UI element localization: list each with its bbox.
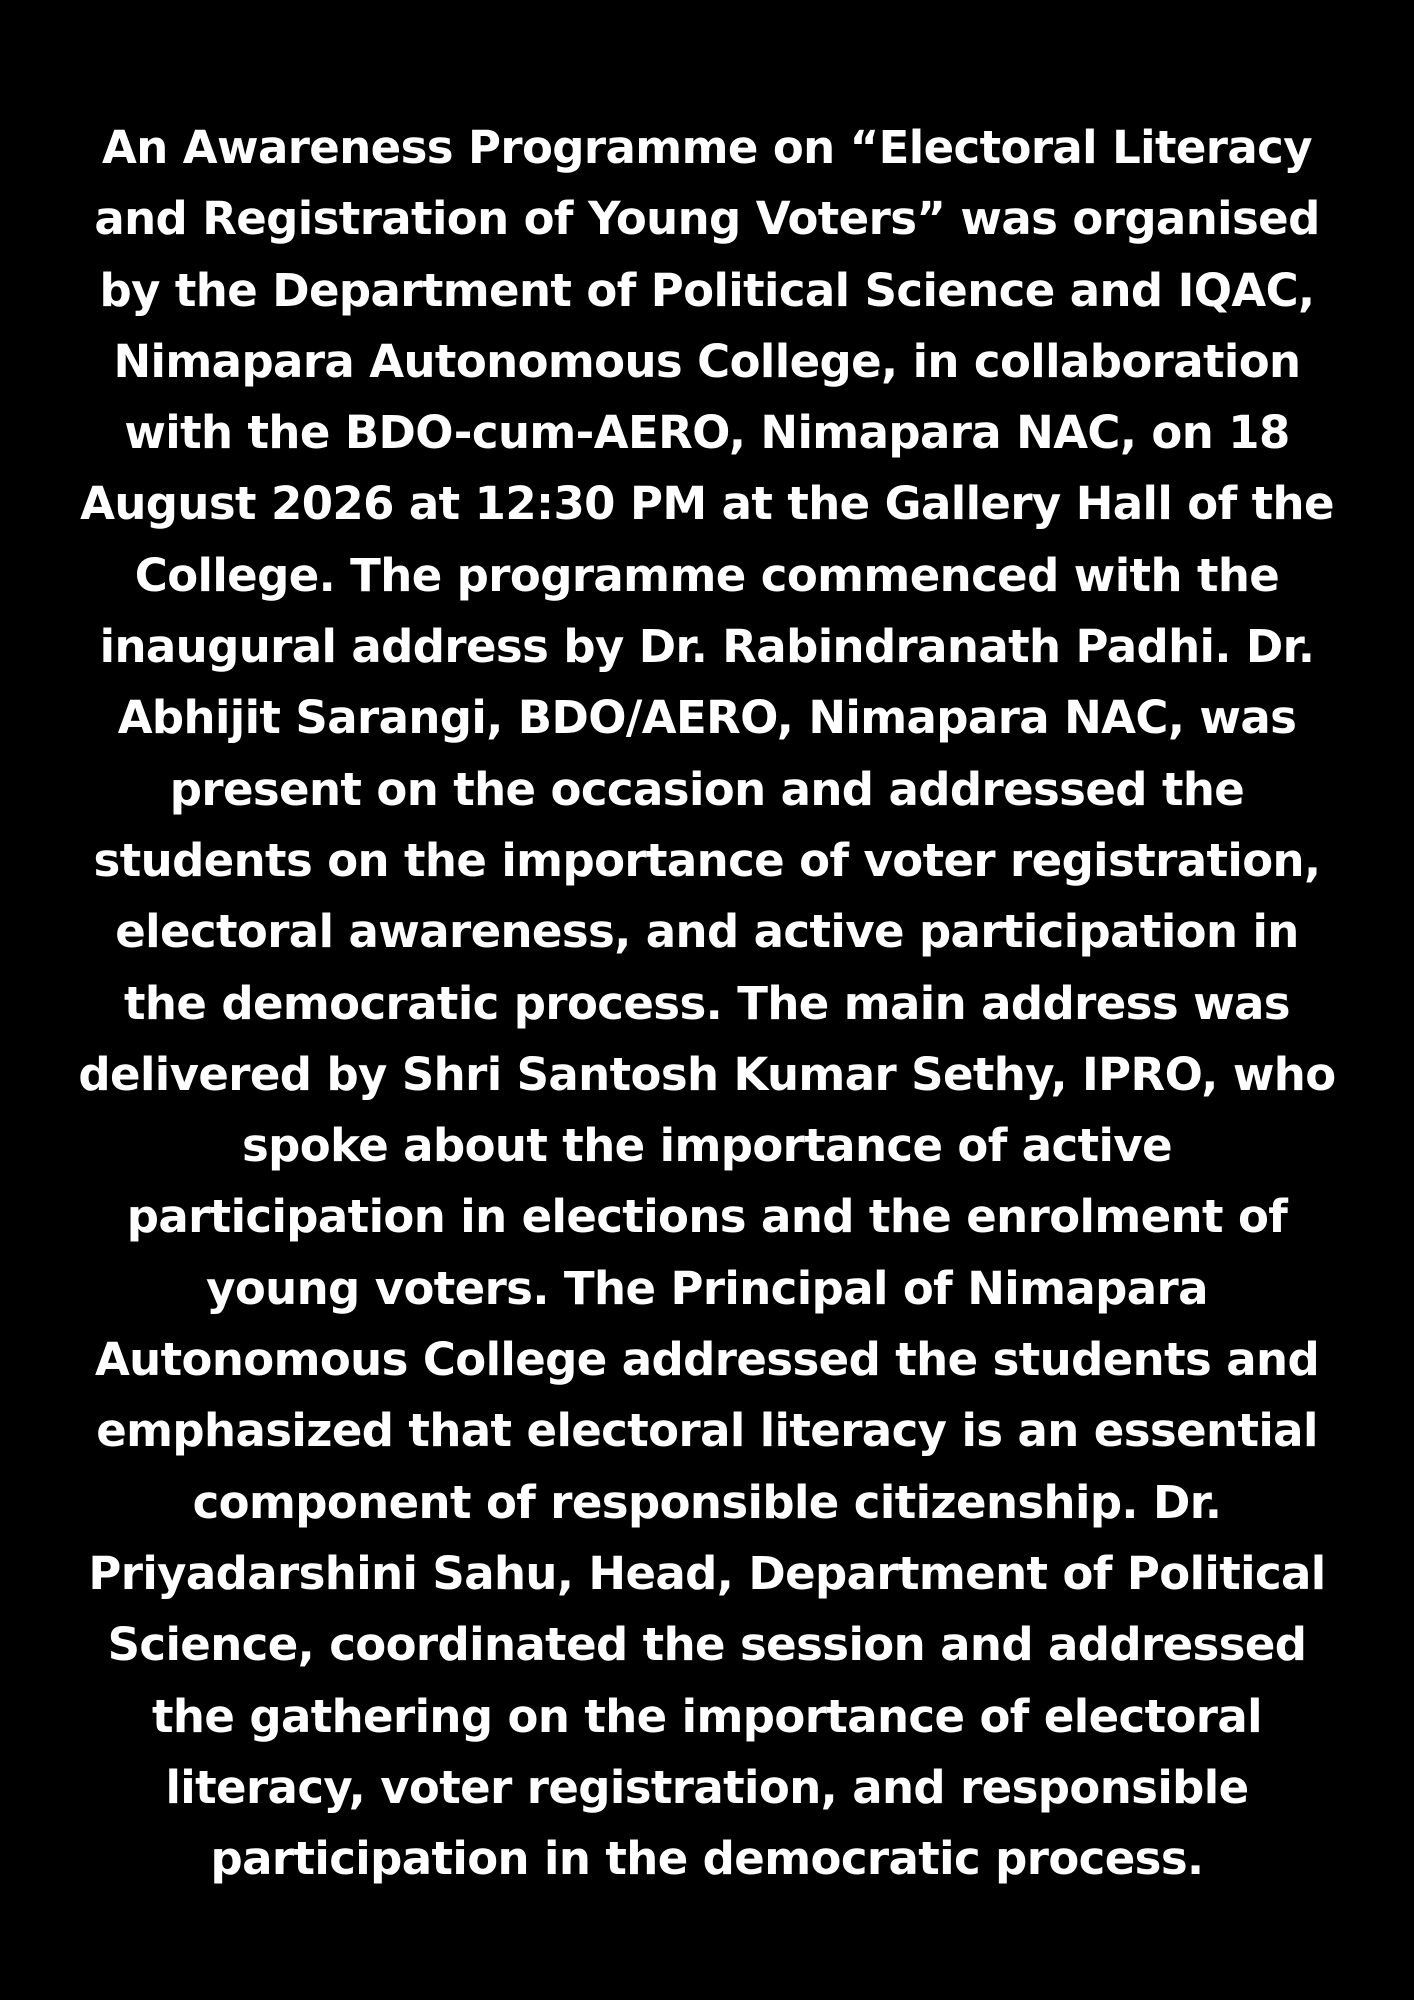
paragraph-line: participation in elections and the enrolment of [126, 1190, 1288, 1244]
paragraph-line: Nimapara Autonomous College, in collaboration [113, 334, 1301, 388]
paragraph-line: literacy, voter registration, and responsible [165, 1760, 1249, 1814]
event-report-paragraph [60, 112, 1354, 1894]
paragraph-line: August 2026 at 12:30 PM at the Gallery Hall of the [80, 477, 1334, 531]
paragraph-line: An Awareness Programme on “Electoral Literacy [102, 121, 1312, 174]
paragraph-line: the gathering on the importance of electoral [152, 1689, 1262, 1743]
paragraph-line: with the BDO-cum-AERO, Nimapara NAC, on 18 [124, 406, 1290, 460]
paragraph-line: spoke about the importance of active [241, 1119, 1173, 1173]
paragraph-line: component of responsible citizenship. Dr. [192, 1475, 1222, 1529]
paragraph-line: inaugural address by Dr. Rabindranath Padhi. Dr. [99, 620, 1315, 674]
paragraph-line: present on the occasion and addressed the [169, 762, 1245, 816]
paragraph-line: Priyadarshini Sahu, Head, Department of Political [88, 1546, 1326, 1600]
paragraph-line: students on the importance of voter registration, [93, 833, 1321, 887]
paragraph-line: and Registration of Young Voters” was organised [94, 192, 1320, 246]
paragraph-line: Abhijit Sarangi, BDO/AERO, Nimapara NAC, was [117, 691, 1297, 745]
paragraph-line: young voters. The Principal of Nimapara [206, 1261, 1208, 1315]
paragraph-line: the democratic process. The main address was [124, 976, 1290, 1030]
paragraph-line: emphasized that electoral literacy is an essential [96, 1404, 1318, 1458]
paragraph-line: electoral awareness, and active participation in [115, 905, 1299, 959]
paragraph-line: by the Department of Political Science and IQAC, [99, 263, 1315, 317]
paragraph-line: delivered by Shri Santosh Kumar Sethy, IPRO, who [78, 1047, 1336, 1101]
paragraph-line: Science, coordinated the session and addressed [107, 1618, 1307, 1672]
paragraph-line: participation in the democratic process. [210, 1832, 1204, 1886]
paragraph-line: College. The programme commenced with the [134, 548, 1280, 602]
paragraph-line: Autonomous College addressed the students and [94, 1333, 1320, 1387]
